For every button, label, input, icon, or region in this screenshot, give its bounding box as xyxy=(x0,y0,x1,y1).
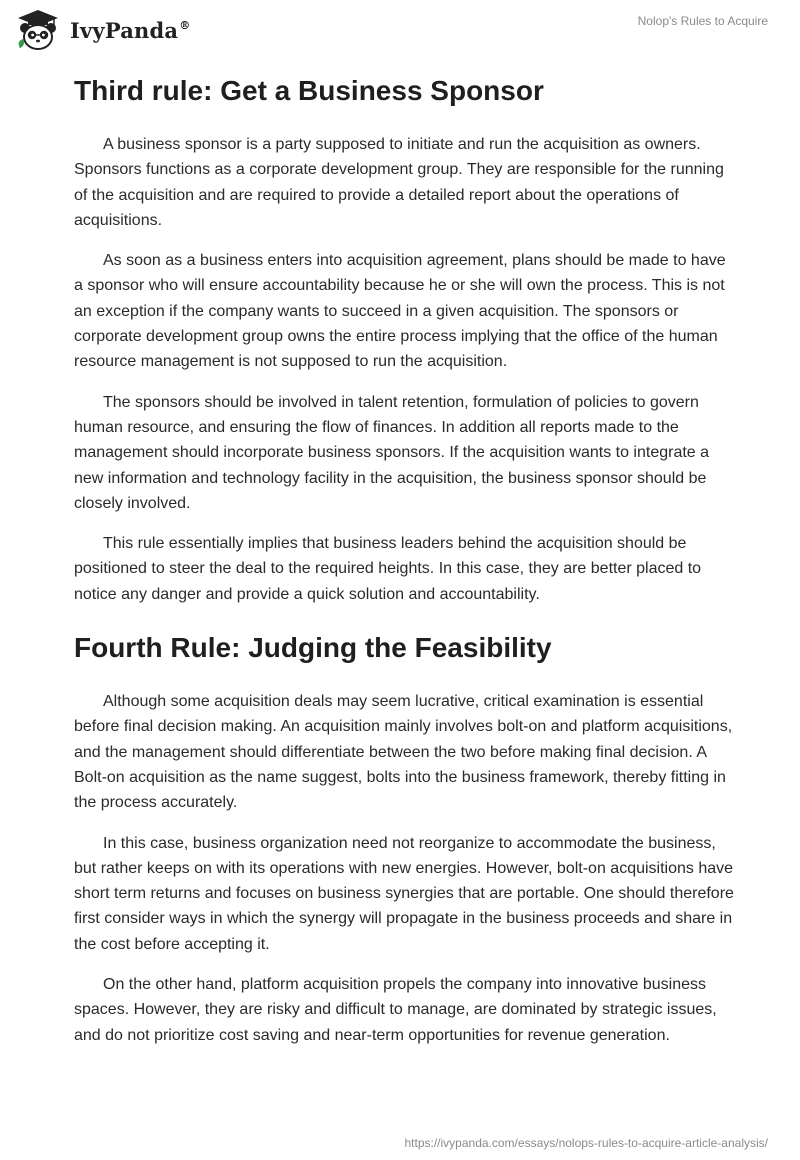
panda-graduate-icon xyxy=(14,8,62,52)
brand-logo[interactable] xyxy=(14,8,190,52)
paragraph: The sponsors should be involved in talent retention, formulation of policies to govern human resource, and ensuring the flow of finances. In addition all reports made to the management should incorporate business sponsors. If the acquisition wants to integrate a new information and technology facility in the acquisition, the business sponsor should be closely involved. xyxy=(74,393,710,512)
paragraph: In this case, business organization need not reorganize to accommodate the business, but rather keeps on with its operations with new energies. However, bolt-on acquisitions have short term returns and focuses on business synergies that are portable. One should therefore first consider ways in which the synergy will propagate in the business proceeds and share in the cost before accepting it. xyxy=(74,834,734,953)
paragraph: This rule essentially implies that business leaders behind the acquisition should be positioned to steer the deal to the required heights. In this case, they are better placed to notice any danger and provide a quick solution and accountability. xyxy=(74,535,702,603)
source-url[interactable]: https://ivypanda.com/essays/nolops-rules-to-acquire-article-analysis/ xyxy=(404,1136,768,1150)
paragraph: On the other hand, platform acquisition propels the company into innovative business spaces. However, they are risky and difficult to manage, are dominated by strategic issues, and do not prioritize cost saving and near-term opportunities for revenue generation. xyxy=(74,976,717,1044)
section-heading-fourth-rule: Fourth Rule: Judging the Feasibility xyxy=(74,632,552,664)
brand-name: IvyPanda® xyxy=(70,17,191,43)
document-title: Nolop's Rules to Acquire xyxy=(637,14,768,28)
section-heading-third-rule: Third rule: Get a Business Sponsor xyxy=(74,75,544,106)
paragraph: Although some acquisition deals may seem lucrative, critical examination is essential before final decision making. An acquisition mainly involves bolt-on and platform acquisitions, and the management should differentiate between the two before making final decision. A Bolt-on acquisition as the name suggest, bolts into the business framework, thereby fitting in the process accurately. xyxy=(74,693,733,812)
article-content xyxy=(74,72,734,1063)
paragraph: As soon as a business enters into acquisition agreement, plans should be made to have a sponsor who will ensure accountability because he or she will own the process. This is not an exception if the company wants to succeed in a given acquisition. The sponsors or corporate development group owns the entire process implying that the office of the human resource management is not supposed to run the acquisition. xyxy=(74,252,726,371)
page-header xyxy=(0,0,800,60)
paragraph: A business sponsor is a party supposed to initiate and run the acquisition as owners. Sponsors functions as a corporate development group. They are responsible for the running of the acquisition and are required to provide a detailed report about the operations of acquisitions. xyxy=(74,136,724,229)
